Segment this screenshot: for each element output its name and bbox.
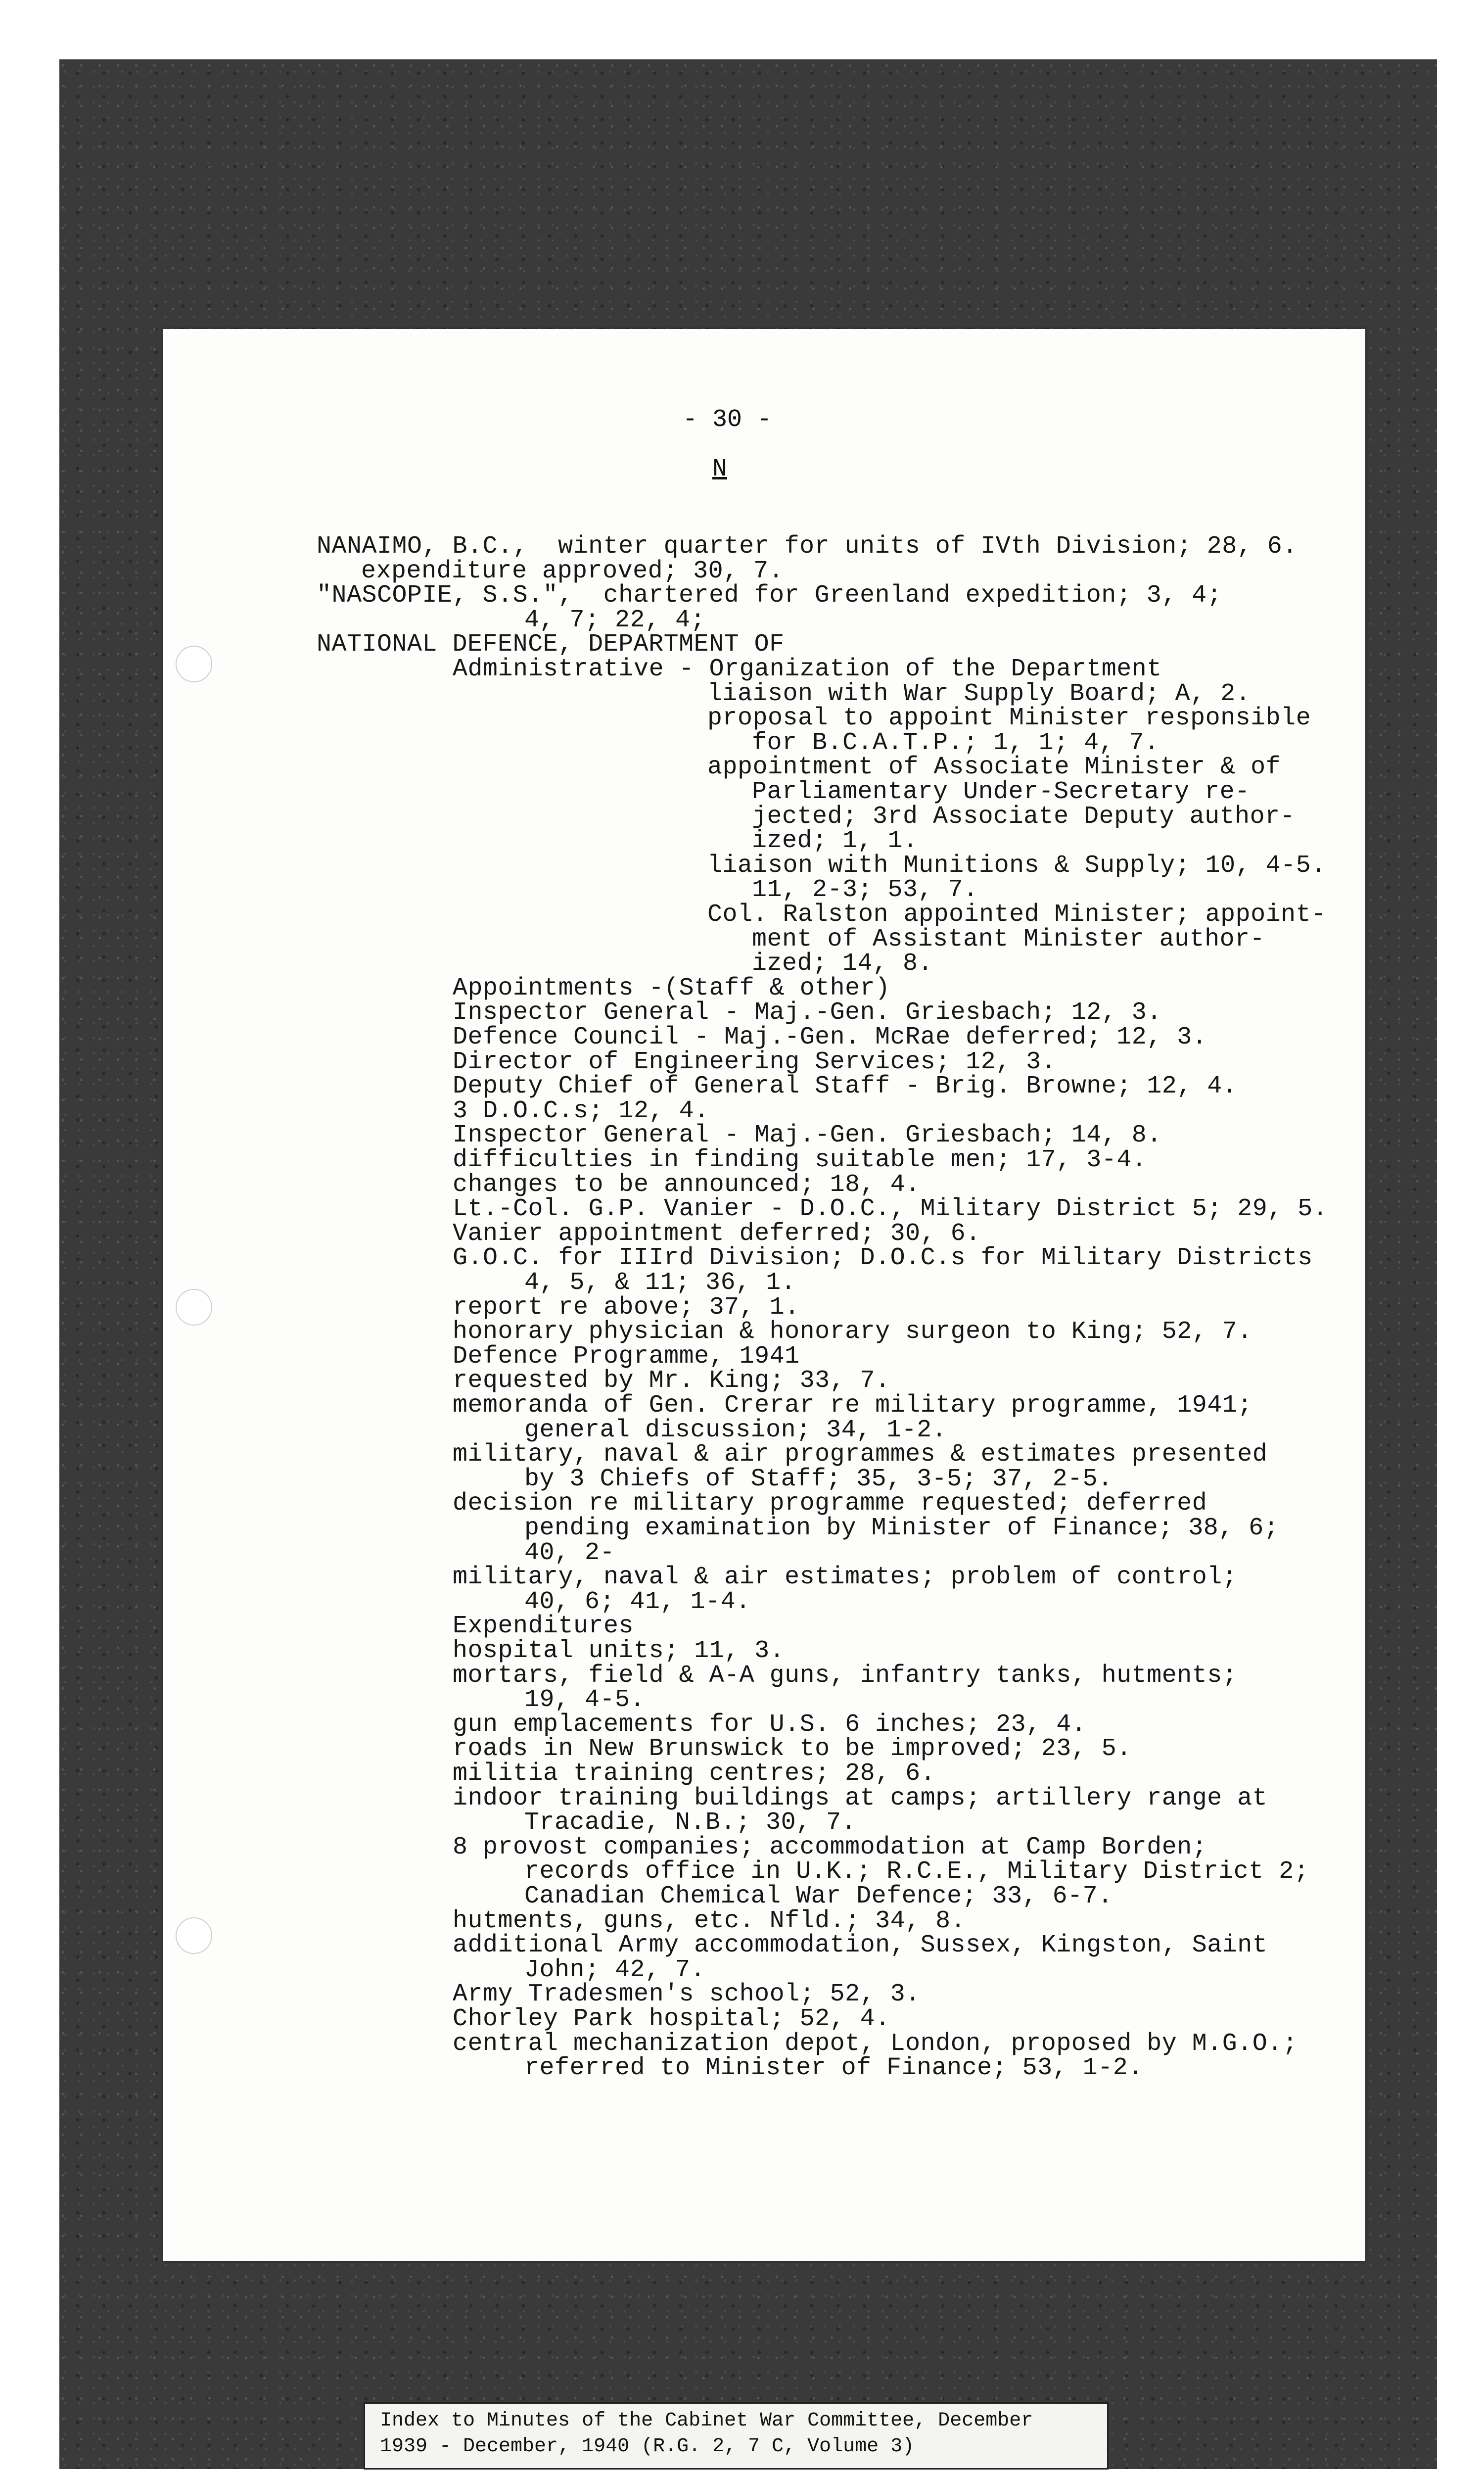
index-entry-line: liaison with Munitions & Supply; 10, 4-5. bbox=[707, 851, 1326, 880]
index-entry-line: Parliamentary Under-Secretary re- bbox=[752, 778, 1250, 806]
index-entry-line: Defence Programme, 1941 bbox=[453, 1342, 800, 1371]
index-entry-line: hospital units; 11, 3. bbox=[453, 1637, 785, 1665]
index-entry-line: records office in U.K.; R.C.E., Military District 2; bbox=[524, 1857, 1309, 1886]
index-entry-line: additional Army accommodation, Sussex, Kingston, Saint bbox=[453, 1931, 1268, 1960]
index-entry-line: Inspector General - Maj.-Gen. Griesbach; 14, 8. bbox=[453, 1121, 1162, 1150]
index-entry-line: militia training centres; 28, 6. bbox=[453, 1760, 936, 1788]
index-entry-line: Lt.-Col. G.P. Vanier - D.O.C., Military District 5; 29, 5. bbox=[453, 1195, 1328, 1224]
index-entry-line: indoor training buildings at camps; artillery range at bbox=[453, 1784, 1268, 1812]
index-entry-line: jected; 3rd Associate Deputy author- bbox=[752, 802, 1296, 831]
index-entry-line: ized; 1, 1. bbox=[752, 827, 918, 856]
index-entry-line: difficulties in finding suitable men; 17, 3-4. bbox=[453, 1146, 1147, 1174]
index-entry-line: Col. Ralston appointed Minister; appoint- bbox=[707, 901, 1326, 929]
punch-hole-bottom bbox=[176, 1917, 212, 1954]
index-entry-line: 40, 6; 41, 1-4. bbox=[524, 1587, 751, 1616]
index-entry-line: 19, 4-5. bbox=[524, 1686, 646, 1714]
index-entry-line: general discussion; 34, 1-2. bbox=[524, 1416, 947, 1444]
index-entry-line: requested by Mr. King; 33, 7. bbox=[453, 1367, 890, 1395]
index-entry-line: John; 42, 7. bbox=[524, 1955, 706, 1984]
index-entry-line: 40, 2- bbox=[524, 1538, 615, 1567]
index-entry-line: roads in New Brunswick to be improved; 23, 5. bbox=[453, 1735, 1132, 1763]
index-entry-line: NATIONAL DEFENCE, DEPARTMENT OF bbox=[317, 630, 785, 659]
index-entry-line: 4, 7; 22, 4; bbox=[524, 606, 706, 634]
index-entry-line: changes to be announced; 18, 4. bbox=[453, 1170, 921, 1199]
index-entry-line: military, naval & air estimates; problem of control; bbox=[453, 1563, 1238, 1592]
index-entry-line: Appointments -(Staff & other) bbox=[453, 974, 890, 1002]
index-entry-line: 3 D.O.C.s; 12, 4. bbox=[453, 1096, 709, 1125]
punch-hole-middle bbox=[176, 1289, 212, 1326]
index-entry-line: expenditure approved; 30, 7. bbox=[361, 557, 784, 585]
page-number: - 30 - bbox=[682, 406, 772, 434]
index-entry-line: by 3 Chiefs of Staff; 35, 3-5; 37, 2-5. bbox=[524, 1465, 1113, 1493]
index-entry-line: "NASCOPIE, S.S.", chartered for Greenland expedition; 3, 4; bbox=[317, 581, 1222, 610]
index-entry-line: mortars, field & A-A guns, infantry tanks, hutments; bbox=[453, 1661, 1238, 1690]
index-entry-line: G.O.C. for IIIrd Division; D.O.C.s for Military Districts bbox=[453, 1244, 1313, 1273]
index-entry-line: 8 provost companies; accommodation at Camp Borden; bbox=[453, 1833, 1207, 1861]
index-entry-line: pending examination by Minister of Finance; 38, 6; bbox=[524, 1514, 1279, 1542]
index-entry-line: Canadian Chemical War Defence; 33, 6-7. bbox=[524, 1882, 1113, 1910]
index-entry-line: Deputy Chief of General Staff - Brig. Browne; 12, 4. bbox=[453, 1072, 1238, 1101]
punch-hole-top bbox=[176, 646, 212, 682]
index-entry-line: liaison with War Supply Board; A, 2. bbox=[707, 679, 1251, 708]
caption-line-2: 1939 - December, 1940 (R.G. 2, 7 C, Volume 3) bbox=[380, 2435, 915, 2458]
index-entry-line: military, naval & air programmes & estimates presented bbox=[453, 1440, 1268, 1469]
index-entry-line: appointment of Associate Minister & of bbox=[707, 753, 1281, 782]
index-entry-line: hutments, guns, etc. Nfld.; 34, 8. bbox=[453, 1906, 966, 1935]
index-entry-line: decision re military programme requested; deferred bbox=[453, 1489, 1207, 1518]
index-entry-line: Director of Engineering Services; 12, 3. bbox=[453, 1047, 1057, 1076]
index-entry-line: NANAIMO, B.C., winter quarter for units of IVth Division; 28, 6. bbox=[317, 532, 1298, 561]
index-entry-line: Inspector General - Maj.-Gen. Griesbach; 12, 3. bbox=[453, 999, 1162, 1027]
index-entry-line: Expenditures bbox=[453, 1612, 634, 1641]
index-entry-line: Vanier appointment deferred; 30, 6. bbox=[453, 1219, 981, 1248]
index-entry-line: Tracadie, N.B.; 30, 7. bbox=[524, 1808, 857, 1837]
index-entry-line: gun emplacements for U.S. 6 inches; 23, 4. bbox=[453, 1710, 1087, 1739]
index-entry-line: honorary physician & honorary surgeon to King; 52, 7. bbox=[453, 1318, 1252, 1346]
index-entry-line: central mechanization depot, London, proposed by M.G.O.; bbox=[453, 2029, 1298, 2058]
index-entry-line: ized; 14, 8. bbox=[752, 950, 933, 978]
index-entry-line: Chorley Park hospital; 52, 4. bbox=[453, 2005, 890, 2033]
index-entry-line: Defence Council - Maj.-Gen. McRae deferred; 12, 3. bbox=[453, 1023, 1207, 1051]
caption-strip bbox=[364, 2402, 1109, 2470]
index-entry-line: proposal to appoint Minister responsible bbox=[707, 704, 1311, 733]
index-entry-line: referred to Minister of Finance; 53, 1-2. bbox=[524, 2054, 1143, 2083]
index-entry-line: ment of Assistant Minister author- bbox=[752, 925, 1265, 953]
index-entry-line: 4, 5, & 11; 36, 1. bbox=[524, 1269, 796, 1297]
index-entry-line: Army Tradesmen's school; 52, 3. bbox=[453, 1980, 921, 2009]
index-entry-line: memoranda of Gen. Crerar re military programme, 1941; bbox=[453, 1391, 1252, 1420]
index-entry-line: Administrative - Organization of the Department bbox=[453, 655, 1162, 683]
index-entry-line: 11, 2-3; 53, 7. bbox=[752, 876, 978, 904]
index-entry-line: for B.C.A.T.P.; 1, 1; 4, 7. bbox=[752, 728, 1159, 757]
caption-line-1: Index to Minutes of the Cabinet War Committee, December bbox=[380, 2410, 1033, 2432]
section-letter-heading: N bbox=[712, 455, 728, 483]
index-entry-line: report re above; 37, 1. bbox=[453, 1293, 800, 1322]
